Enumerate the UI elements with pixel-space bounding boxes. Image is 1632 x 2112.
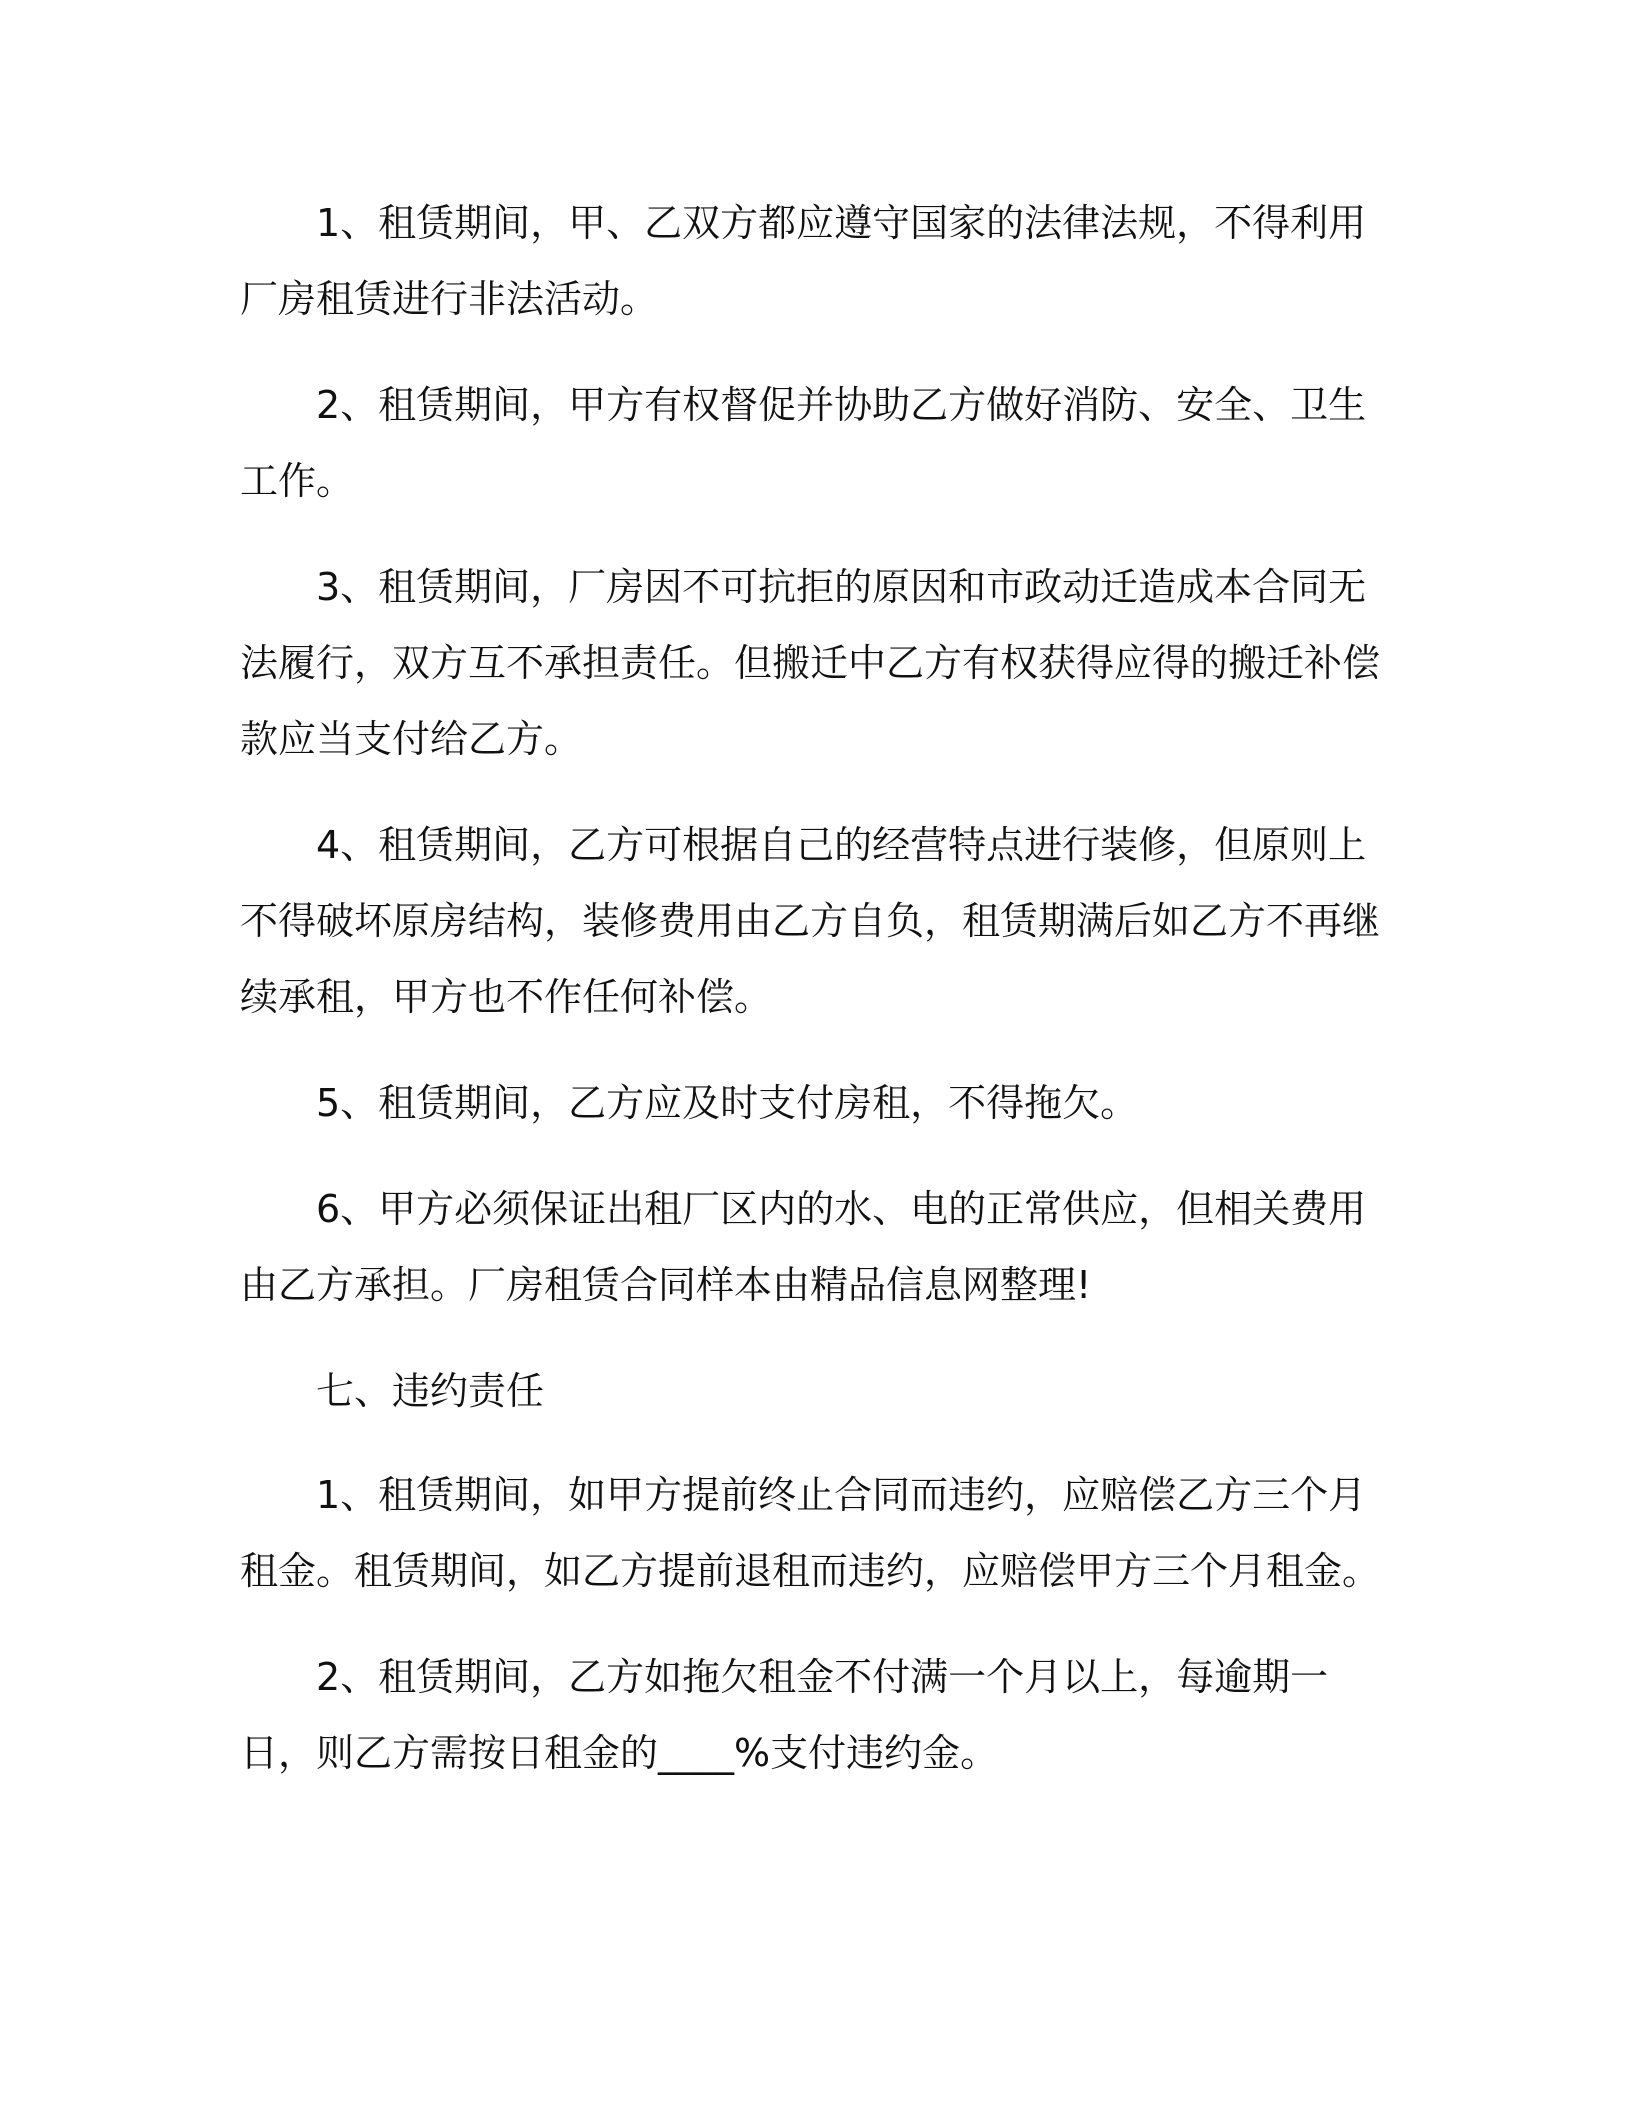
clause-paragraph-3: 3、租赁期间，厂房因不可抗拒的原因和市政动迁造成本合同无法履行，双方互不承担责任。但搬迁中乙方有权获得应得的搬迁补偿款应当支付给乙方。 [240,565,1381,761]
clause-paragraph-5: 5、租赁期间，乙方应及时支付房租，不得拖欠。 [316,1081,1139,1125]
document-body [240,185,1380,1821]
breach-clause-paragraph-1: 1、租赁期间，如甲方提前终止合同而违约，应赔偿乙方三个月租金。租赁期间，如乙方提前退租而违约，应赔偿甲方三个月租金。 [240,1473,1381,1593]
clause-paragraph-6: 6、甲方必须保证出租厂区内的水、电的正常供应，但相关费用由乙方承担。厂房租赁合同样本由精品信息网整理! [240,1187,1367,1307]
breach-clause-paragraph-2: 2、租赁期间，乙方如拖欠租金不付满一个月以上，每逾期一日，则乙方需按日租金的____%支付违约金。 [240,1655,1329,1775]
clause-paragraph-2: 2、租赁期间，甲方有权督促并协助乙方做好消防、安全、卫生工作。 [240,383,1367,503]
clause-paragraph-4: 4、租赁期间，乙方可根据自己的经营特点进行装修，但原则上不得破坏原房结构，装修费用由乙方自负，租赁期满后如乙方不再继续承租，甲方也不作任何补偿。 [240,823,1381,1019]
clause-paragraph-1: 1、租赁期间，甲、乙双方都应遵守国家的法律法规，不得利用厂房租赁进行非法活动。 [240,201,1367,321]
section-heading-breach-liability: 七、违约责任 [316,1369,545,1413]
